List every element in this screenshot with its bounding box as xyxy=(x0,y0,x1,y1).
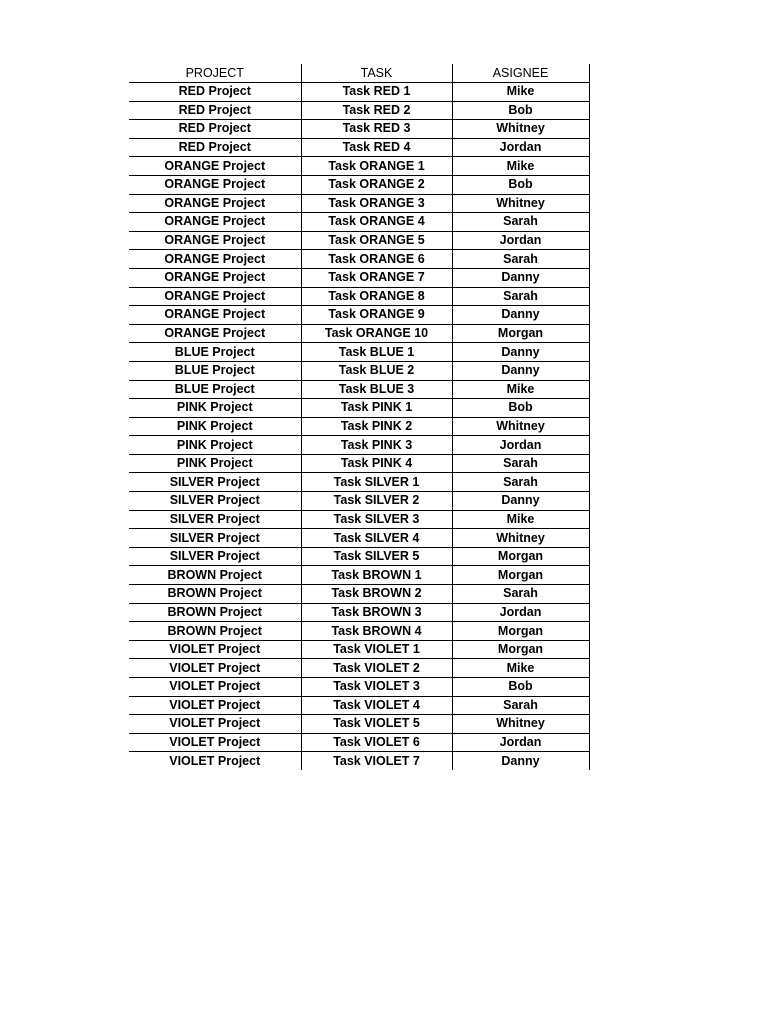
task-cell: Task ORANGE 2 xyxy=(301,175,452,194)
project-cell: SILVER Project xyxy=(129,473,301,492)
assignee-cell: Morgan xyxy=(452,566,589,585)
task-cell: Task BROWN 3 xyxy=(301,603,452,622)
table-row xyxy=(129,752,589,770)
task-cell: Task SILVER 4 xyxy=(301,529,452,548)
table-row xyxy=(129,622,589,641)
task-cell: Task RED 3 xyxy=(301,120,452,139)
table-row xyxy=(129,231,589,250)
project-cell: PINK Project xyxy=(129,399,301,418)
project-cell: VIOLET Project xyxy=(129,752,301,770)
assignee-cell: Mike xyxy=(452,157,589,176)
assignee-cell: Mike xyxy=(452,659,589,678)
assignee-cell: Danny xyxy=(452,268,589,287)
task-cell: Task BLUE 3 xyxy=(301,380,452,399)
task-cell: Task SILVER 2 xyxy=(301,492,452,511)
table-row xyxy=(129,454,589,473)
task-cell: Task BLUE 1 xyxy=(301,343,452,362)
assignee-cell: Jordan xyxy=(452,231,589,250)
assignee-cell: Sarah xyxy=(452,287,589,306)
project-cell: ORANGE Project xyxy=(129,268,301,287)
task-cell: Task PINK 2 xyxy=(301,417,452,436)
table-row xyxy=(129,585,589,604)
table-row xyxy=(129,492,589,511)
project-cell: BLUE Project xyxy=(129,343,301,362)
assignee-cell: Whitney xyxy=(452,529,589,548)
task-cell: Task ORANGE 6 xyxy=(301,250,452,269)
table-row xyxy=(129,529,589,548)
assignee-cell: Morgan xyxy=(452,640,589,659)
table-row xyxy=(129,659,589,678)
table-row xyxy=(129,603,589,622)
spreadsheet-page xyxy=(129,64,589,770)
task-cell: Task ORANGE 7 xyxy=(301,268,452,287)
task-cell: Task BROWN 1 xyxy=(301,566,452,585)
project-cell: BROWN Project xyxy=(129,585,301,604)
table-row xyxy=(129,678,589,697)
header-row xyxy=(129,64,589,83)
table-row xyxy=(129,399,589,418)
project-cell: BLUE Project xyxy=(129,380,301,399)
project-cell: ORANGE Project xyxy=(129,157,301,176)
task-cell: Task SILVER 1 xyxy=(301,473,452,492)
table-row xyxy=(129,547,589,566)
table-row xyxy=(129,306,589,325)
project-cell: RED Project xyxy=(129,138,301,157)
project-cell: PINK Project xyxy=(129,436,301,455)
project-cell: VIOLET Project xyxy=(129,696,301,715)
table-header xyxy=(129,64,589,83)
project-cell: RED Project xyxy=(129,83,301,102)
task-cell: Task BROWN 4 xyxy=(301,622,452,641)
table-row xyxy=(129,436,589,455)
assignee-cell: Sarah xyxy=(452,585,589,604)
task-cell: Task ORANGE 10 xyxy=(301,324,452,343)
task-cell: Task SILVER 5 xyxy=(301,547,452,566)
assignee-cell: Danny xyxy=(452,492,589,511)
project-cell: VIOLET Project xyxy=(129,659,301,678)
assignee-cell: Whitney xyxy=(452,715,589,734)
task-cell: Task RED 2 xyxy=(301,101,452,120)
table-row xyxy=(129,194,589,213)
table-body xyxy=(129,83,589,770)
assignee-cell: Jordan xyxy=(452,603,589,622)
assignee-cell: Danny xyxy=(452,752,589,770)
assignee-cell: Bob xyxy=(452,175,589,194)
table-row xyxy=(129,566,589,585)
table-row xyxy=(129,175,589,194)
table-row xyxy=(129,696,589,715)
assignee-cell: Whitney xyxy=(452,417,589,436)
table-row xyxy=(129,715,589,734)
task-cell: Task BLUE 2 xyxy=(301,361,452,380)
project-cell: ORANGE Project xyxy=(129,175,301,194)
project-cell: ORANGE Project xyxy=(129,250,301,269)
assignee-cell: Danny xyxy=(452,361,589,380)
header-project: PROJECT xyxy=(129,64,301,83)
task-cell: Task VIOLET 2 xyxy=(301,659,452,678)
table-row xyxy=(129,343,589,362)
assignee-cell: Danny xyxy=(452,343,589,362)
project-cell: ORANGE Project xyxy=(129,287,301,306)
table-row xyxy=(129,120,589,139)
table-row xyxy=(129,83,589,102)
assignee-cell: Danny xyxy=(452,306,589,325)
assignee-cell: Jordan xyxy=(452,436,589,455)
assignee-cell: Mike xyxy=(452,380,589,399)
assignee-cell: Mike xyxy=(452,510,589,529)
table-row xyxy=(129,510,589,529)
task-cell: Task PINK 4 xyxy=(301,454,452,473)
project-cell: SILVER Project xyxy=(129,510,301,529)
table-row xyxy=(129,324,589,343)
project-cell: RED Project xyxy=(129,120,301,139)
task-cell: Task ORANGE 9 xyxy=(301,306,452,325)
assignee-cell: Morgan xyxy=(452,547,589,566)
project-cell: BROWN Project xyxy=(129,622,301,641)
assignee-cell: Jordan xyxy=(452,138,589,157)
table-row xyxy=(129,473,589,492)
project-cell: SILVER Project xyxy=(129,547,301,566)
task-cell: Task RED 1 xyxy=(301,83,452,102)
assignee-cell: Bob xyxy=(452,101,589,120)
task-cell: Task ORANGE 5 xyxy=(301,231,452,250)
project-cell: SILVER Project xyxy=(129,492,301,511)
project-cell: PINK Project xyxy=(129,454,301,473)
task-cell: Task ORANGE 1 xyxy=(301,157,452,176)
task-cell: Task VIOLET 1 xyxy=(301,640,452,659)
assignee-cell: Sarah xyxy=(452,696,589,715)
table-row xyxy=(129,287,589,306)
assignee-cell: Sarah xyxy=(452,250,589,269)
table-row xyxy=(129,157,589,176)
project-cell: VIOLET Project xyxy=(129,678,301,697)
project-task-table xyxy=(129,64,590,770)
table-row xyxy=(129,101,589,120)
project-cell: BROWN Project xyxy=(129,603,301,622)
task-cell: Task ORANGE 4 xyxy=(301,213,452,232)
table-row xyxy=(129,138,589,157)
task-cell: Task ORANGE 8 xyxy=(301,287,452,306)
table-row xyxy=(129,380,589,399)
project-cell: PINK Project xyxy=(129,417,301,436)
task-cell: Task VIOLET 3 xyxy=(301,678,452,697)
assignee-cell: Sarah xyxy=(452,454,589,473)
assignee-cell: Bob xyxy=(452,399,589,418)
project-cell: RED Project xyxy=(129,101,301,120)
project-cell: ORANGE Project xyxy=(129,213,301,232)
table-row xyxy=(129,213,589,232)
assignee-cell: Mike xyxy=(452,83,589,102)
project-cell: VIOLET Project xyxy=(129,640,301,659)
task-cell: Task VIOLET 5 xyxy=(301,715,452,734)
project-cell: ORANGE Project xyxy=(129,194,301,213)
project-cell: BLUE Project xyxy=(129,361,301,380)
project-cell: ORANGE Project xyxy=(129,324,301,343)
assignee-cell: Whitney xyxy=(452,194,589,213)
table-row xyxy=(129,417,589,436)
assignee-cell: Morgan xyxy=(452,324,589,343)
header-assignee: ASIGNEE xyxy=(452,64,589,83)
task-cell: Task VIOLET 4 xyxy=(301,696,452,715)
assignee-cell: Sarah xyxy=(452,213,589,232)
assignee-cell: Jordan xyxy=(452,733,589,752)
task-cell: Task VIOLET 7 xyxy=(301,752,452,770)
project-cell: VIOLET Project xyxy=(129,733,301,752)
task-cell: Task VIOLET 6 xyxy=(301,733,452,752)
project-cell: ORANGE Project xyxy=(129,306,301,325)
table-row xyxy=(129,268,589,287)
task-cell: Task ORANGE 3 xyxy=(301,194,452,213)
table-row xyxy=(129,361,589,380)
assignee-cell: Sarah xyxy=(452,473,589,492)
task-cell: Task SILVER 3 xyxy=(301,510,452,529)
assignee-cell: Bob xyxy=(452,678,589,697)
project-cell: VIOLET Project xyxy=(129,715,301,734)
task-cell: Task BROWN 2 xyxy=(301,585,452,604)
project-cell: ORANGE Project xyxy=(129,231,301,250)
task-cell: Task PINK 1 xyxy=(301,399,452,418)
table-row xyxy=(129,250,589,269)
header-task: TASK xyxy=(301,64,452,83)
assignee-cell: Whitney xyxy=(452,120,589,139)
project-cell: SILVER Project xyxy=(129,529,301,548)
task-cell: Task RED 4 xyxy=(301,138,452,157)
table-row xyxy=(129,733,589,752)
assignee-cell: Morgan xyxy=(452,622,589,641)
table-row xyxy=(129,640,589,659)
project-cell: BROWN Project xyxy=(129,566,301,585)
task-cell: Task PINK 3 xyxy=(301,436,452,455)
